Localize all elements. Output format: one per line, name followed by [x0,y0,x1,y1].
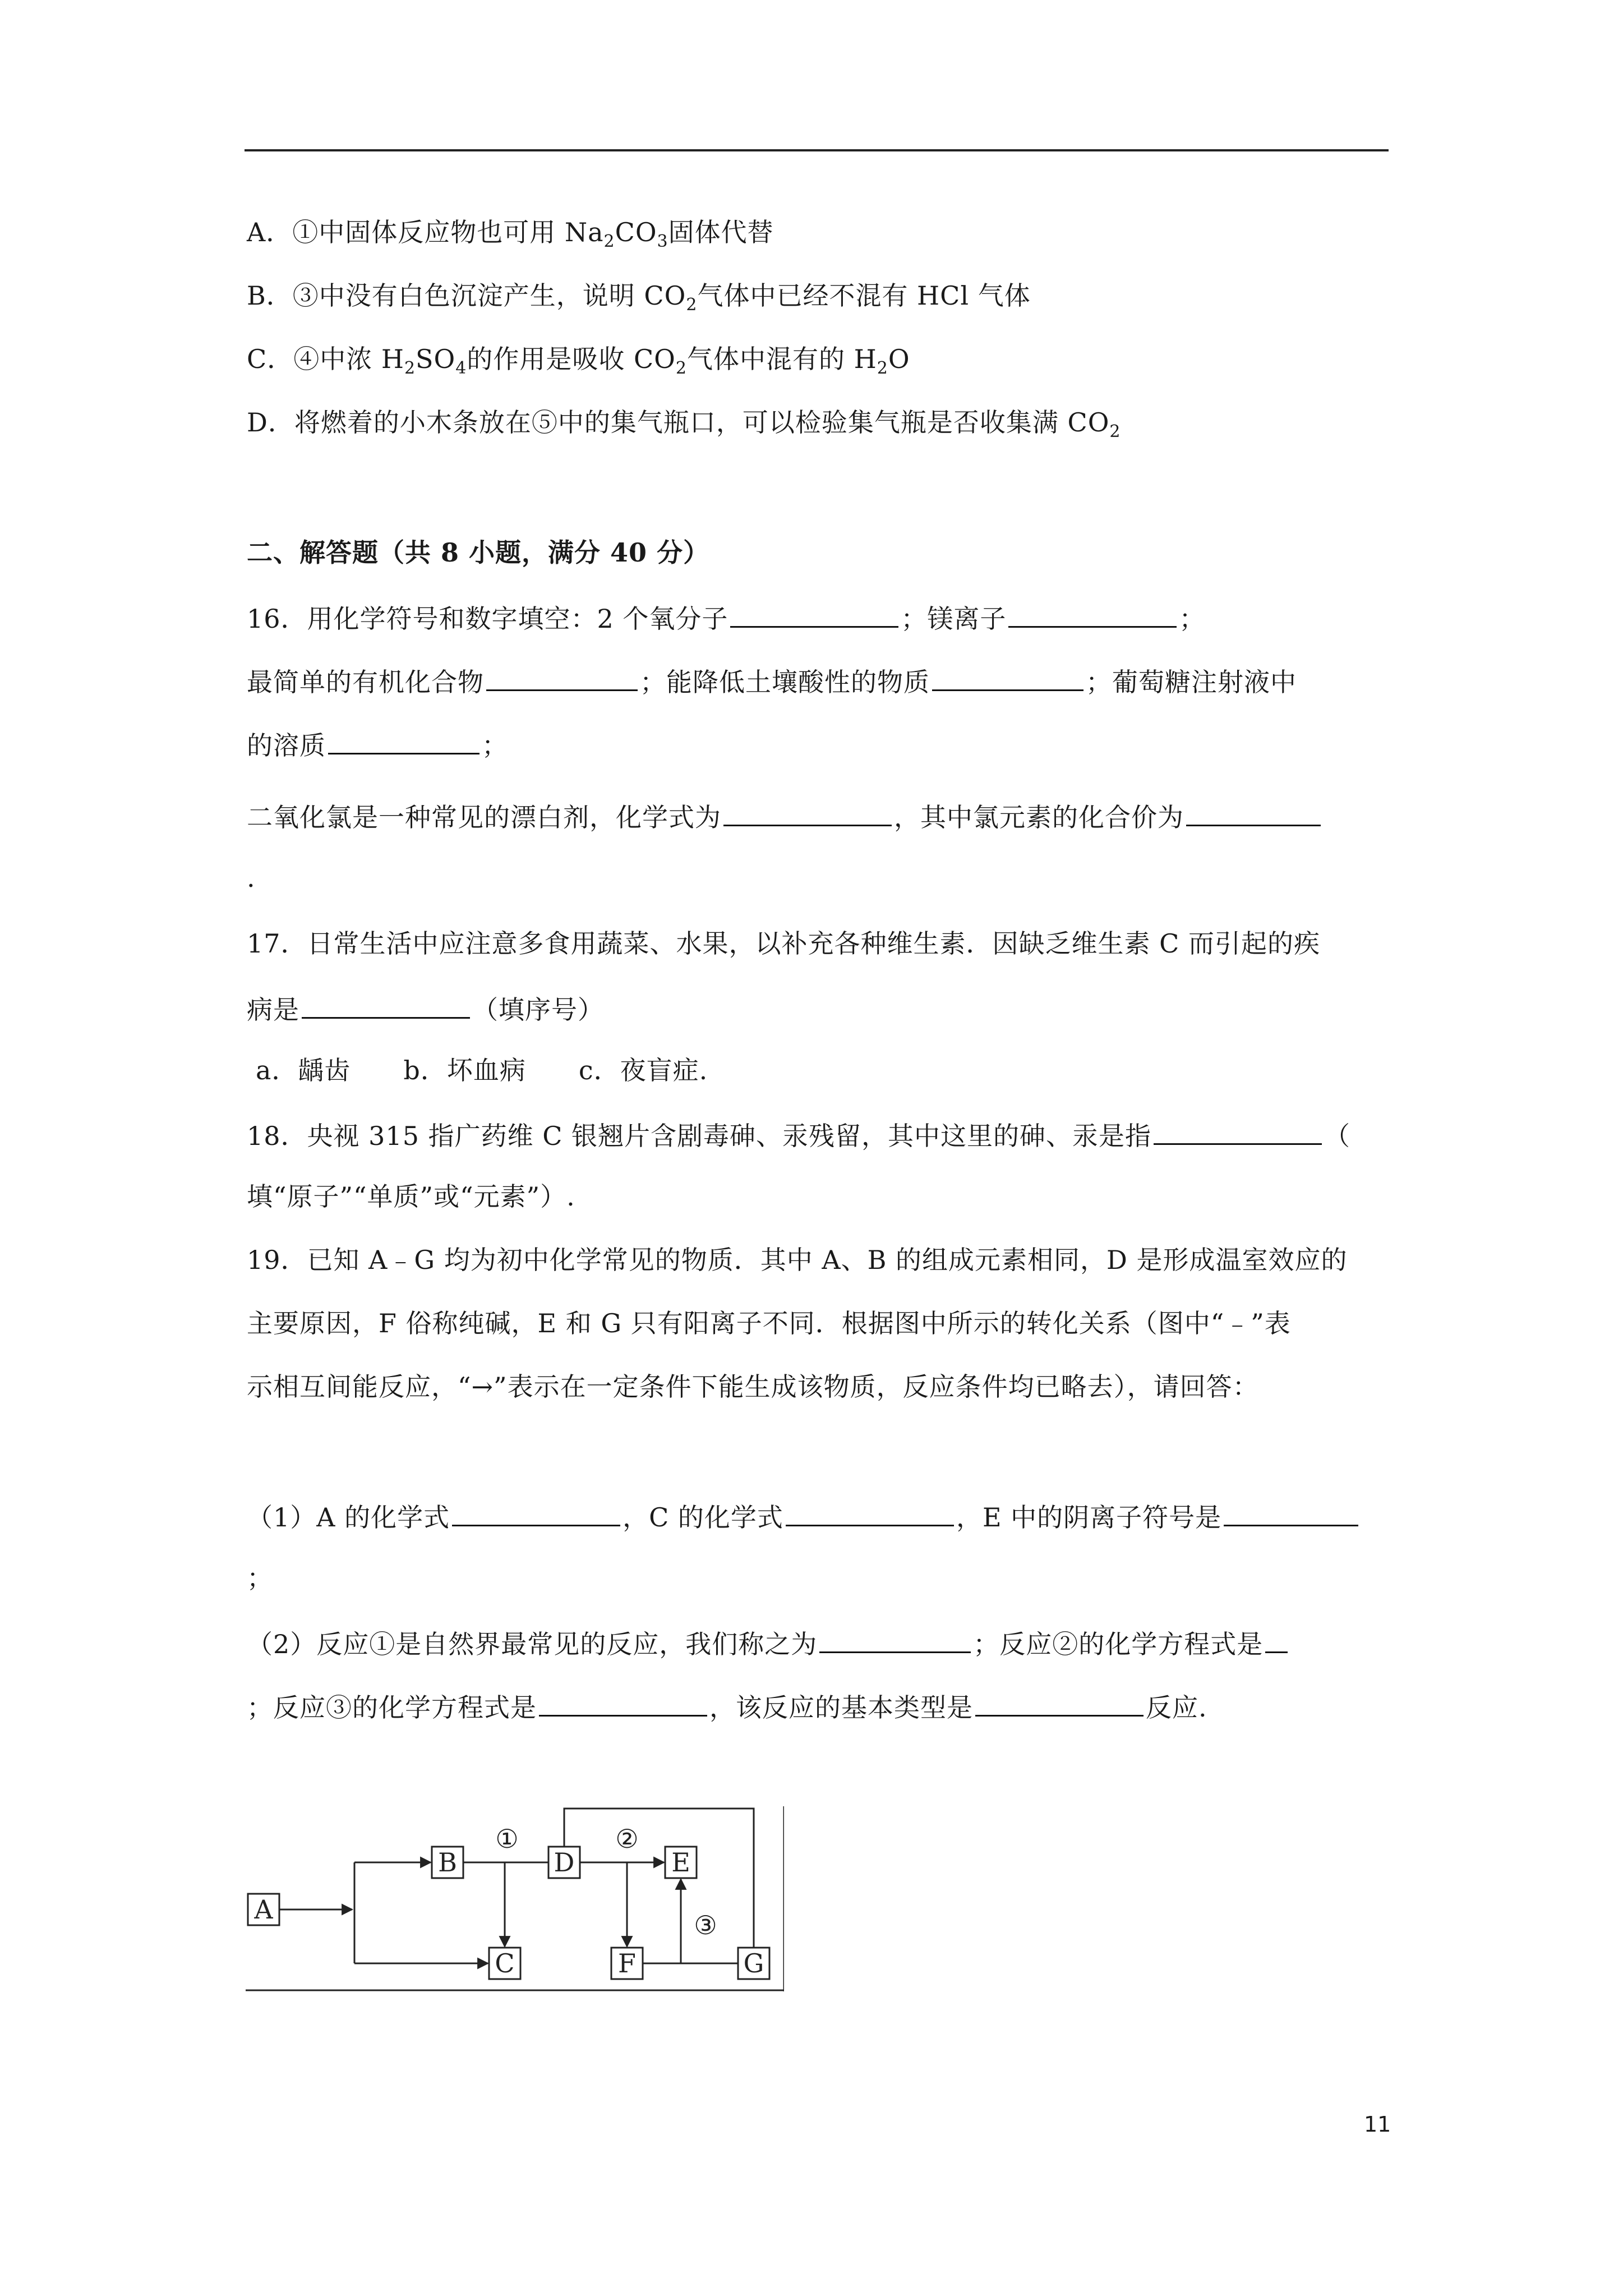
reaction-1-label: ① [495,1824,519,1854]
q19-line-1: 19．已知 A﹣G 均为初中化学常见的物质．其中 A、B 的组成元素相同，D 是形成温室效应的 [247,1245,1348,1275]
answer-blank[interactable] [786,1498,954,1526]
header-rule [245,149,1389,151]
q19-sub-1: （1）A 的化学式 ，C 的化学式 ，E 中的阴离子符号是 [247,1498,1361,1534]
node-e-label: E [671,1847,690,1878]
answer-blank[interactable] [975,1688,1144,1717]
q18-line-1: 18．央视 315 指广药维 C 银翘片含剧毒砷、汞残留，其中这里的砷、汞是指 （ [247,1116,1350,1153]
q16-line-3: 的溶质 ； [247,726,508,762]
q19-sub-2: （2）反应①是自然界最常见的反应，我们称之为 ；反应②的化学方程式是 [247,1625,1290,1661]
page-number: 11 [1364,2112,1391,2137]
answer-blank[interactable] [1008,599,1177,628]
option-c: C．④中浓 $H_2SO_4$的作用是吸收 $CO_2$气体中混有的 $H_2O$ [247,344,910,378]
answer-blank[interactable] [819,1625,971,1653]
q16-line-2: 最简单的有机化合物 ；能降低土壤酸性的物质 ；葡萄糖注射液中 [247,662,1297,699]
option-b: B．③中没有白色沉淀产生，说明 $CO_2$气体中已经不混有 HCl 气体 [247,280,1031,315]
answer-blank[interactable] [452,1498,620,1526]
answer-blank[interactable] [1186,798,1321,826]
q17-line-2: 病是 （填序号） [247,990,604,1027]
option-d: D．将燃着的小木条放在⑤中的集气瓶口，可以检验集气瓶是否收集满 $CO_2$ [247,407,1121,441]
node-f-label: F [618,1948,636,1978]
answer-blank[interactable] [723,798,892,826]
section-title: 二、解答题（共 8 小题，满分 40 分） [247,537,710,568]
answer-blank[interactable] [486,662,638,691]
node-b-label: B [438,1847,457,1878]
q19-sub-3: ；反应③的化学方程式是 ，该反应的基本类型是 反应. [247,1688,1207,1724]
q19-sub-1-end: ； [247,1563,273,1593]
reaction-2-label: ② [615,1824,639,1854]
answer-blank[interactable] [328,726,479,754]
node-g-label: G [743,1948,764,1978]
q19-line-3: 示相互间能反应，“→”表示在一定条件下能生成该物质，反应条件均已略去），请回答： [247,1372,1259,1402]
q18-line-2: 填“原子”“单质”或“元素”）. [247,1181,575,1212]
answer-blank[interactable] [539,1688,707,1717]
answer-blank[interactable] [1265,1625,1288,1653]
answer-blank[interactable] [1224,1498,1358,1526]
q17-line-1: 17．日常生活中应注意多食用蔬菜、水果，以补充各种维生素．因缺乏维生素 C 而引起的疾 [247,928,1320,959]
q16-line-5: . [247,863,256,893]
node-a-label: A [254,1894,273,1925]
q16-line-4: 二氧化氯是一种常见的漂白剂，化学式为 ，其中氯元素的化合价为 [247,798,1323,834]
node-d-label: D [554,1847,575,1878]
reaction-diagram [246,1801,784,1991]
option-a: A．①中固体反应物也可用 $Na_2CO_3$固体代替 [247,217,774,251]
q17-choices: a．龋齿 b．坏血病 c．夜盲症. [256,1055,708,1085]
q16-line-1: 16．用化学符号和数字填空：2 个氧分子 ；镁离子 ； [247,599,1205,636]
line-d-g [564,1809,754,1948]
answer-blank[interactable] [932,662,1083,691]
q19-line-2: 主要原因，F 俗称纯碱，E 和 G 只有阳离子不同．根据图中所示的转化关系（图中“﹣”表 [247,1308,1291,1338]
node-c-label: C [495,1948,515,1978]
reaction-3-label: ③ [694,1910,717,1940]
answer-blank[interactable] [302,990,470,1019]
answer-blank[interactable] [1154,1116,1322,1145]
answer-blank[interactable] [730,599,898,628]
